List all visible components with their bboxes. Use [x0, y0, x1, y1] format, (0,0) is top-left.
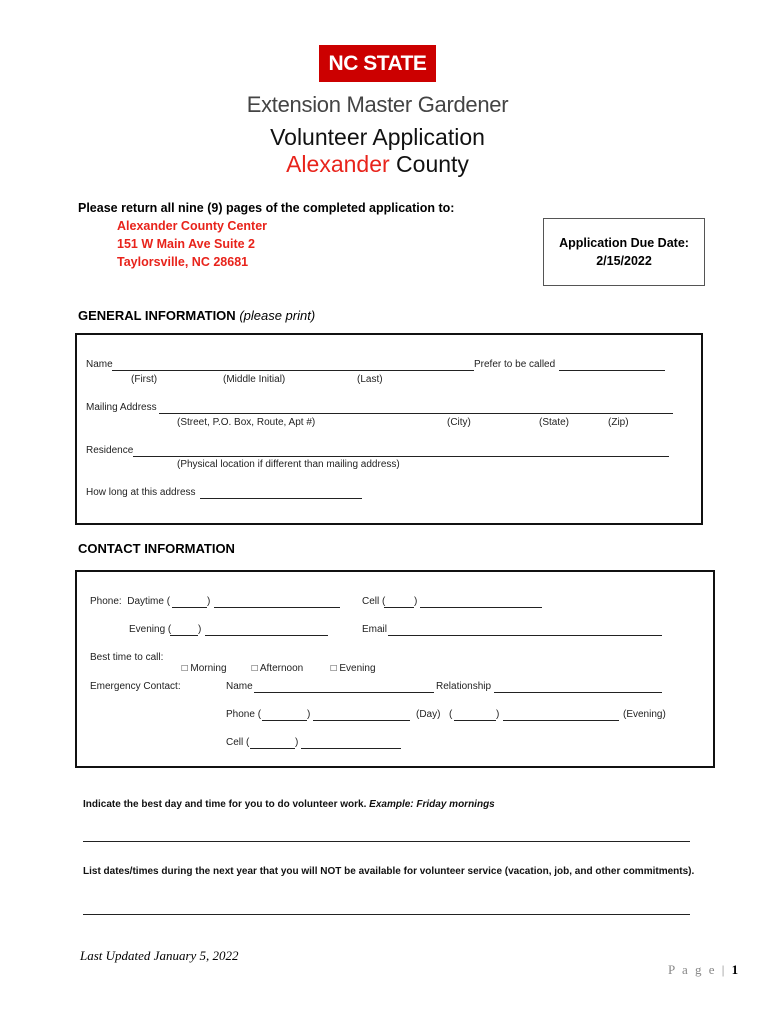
nc-state-logo: NC STATE [319, 45, 436, 82]
name-sub-last: (Last) [357, 374, 383, 385]
page-number: 1 [731, 962, 739, 977]
name-input-line[interactable] [112, 370, 474, 371]
name-sub-first: (First) [131, 374, 158, 385]
address-line-2: 151 W Main Ave Suite 2 [117, 237, 256, 251]
question-best-time-example: Example: Friday mornings [369, 799, 495, 810]
mailing-sub-street: (Street, P.O. Box, Route, Apt #) [177, 417, 316, 428]
general-heading-text: GENERAL INFORMATION [78, 308, 236, 323]
ec-phone-close-paren: ) [307, 709, 311, 720]
question-best-time [83, 799, 495, 810]
prefer-label: Prefer to be called [474, 359, 556, 370]
mailing-sub-state: (State) [539, 417, 570, 428]
cell-close-paren: ) [414, 596, 418, 607]
daytime-area-line[interactable] [172, 607, 207, 608]
cell-label: Cell ( [362, 596, 386, 607]
address-line-3: Taylorsville, NC 28681 [117, 255, 249, 269]
phone-daytime-label: Phone: Daytime ( [90, 596, 171, 607]
residence-input-line[interactable] [133, 456, 669, 457]
evening-area-line[interactable] [170, 635, 198, 636]
ec-evening-close-paren: ) [496, 709, 500, 720]
return-instruction: Please return all nine (9) pages of the completed application to: [78, 201, 455, 215]
county-suffix: County [389, 151, 469, 177]
evening-label: Evening ( [129, 624, 172, 635]
ec-cell-area-line[interactable] [250, 748, 295, 749]
how-long-input-line[interactable] [200, 498, 362, 499]
how-long-label: How long at this address [86, 487, 196, 498]
question-unavailable: List dates/times during the next year that you will NOT be available for volunteer service (vacation, job, and other commitments). [83, 866, 695, 877]
mailing-sub-city: (City) [447, 417, 471, 428]
ec-phone-label: Phone ( [226, 709, 262, 720]
checkbox-icon[interactable]: □ [330, 663, 337, 674]
prefer-input-line[interactable] [559, 370, 665, 371]
document-title: Volunteer Application [270, 124, 485, 150]
county-name: Alexander [286, 151, 390, 177]
due-date-label: Application Due Date: [559, 236, 689, 250]
ec-evening-open-paren: ( [449, 709, 453, 720]
ec-cell-number-line[interactable] [301, 748, 401, 749]
option-evening[interactable] [325, 652, 376, 674]
email-label: Email [362, 624, 388, 635]
option-evening-label: Evening [339, 663, 376, 674]
ec-relationship-line[interactable] [494, 692, 662, 693]
ec-phone-area-line[interactable] [262, 720, 307, 721]
ec-cell-label: Cell ( [226, 737, 250, 748]
cell-number-line[interactable] [420, 607, 542, 608]
daytime-close-paren: ) [207, 596, 211, 607]
county-title [0, 151, 755, 178]
page-label: P a g e | [668, 962, 732, 977]
answer-best-time-line[interactable] [83, 841, 690, 842]
name-sub-middle: (Middle Initial) [223, 374, 286, 385]
evening-close-paren: ) [198, 624, 202, 635]
due-date-value: 2/15/2022 [596, 254, 652, 268]
evening-number-line[interactable] [205, 635, 328, 636]
checkbox-icon[interactable]: □ [181, 663, 188, 674]
due-date-box [543, 218, 705, 286]
emergency-label: Emergency Contact: [90, 681, 181, 692]
best-time-label: Best time to call: [90, 652, 164, 663]
option-morning-label: Morning [190, 663, 227, 674]
residence-label: Residence [86, 445, 134, 456]
option-afternoon-label: Afternoon [259, 663, 304, 674]
answer-unavailable-line[interactable] [83, 914, 690, 915]
checkbox-icon[interactable]: □ [251, 663, 258, 674]
ec-name-line[interactable] [254, 692, 434, 693]
general-heading-note: (please print) [239, 308, 316, 323]
ec-relationship-label: Relationship [436, 681, 492, 692]
last-updated: Last Updated January 5, 2022 [80, 948, 239, 963]
contact-info-heading: CONTACT INFORMATION [78, 541, 235, 556]
ec-day-label: (Day) [416, 709, 441, 720]
ec-phone-number-line[interactable] [313, 720, 410, 721]
page-indicator [668, 962, 738, 978]
email-input-line[interactable] [388, 635, 662, 636]
ec-evening-area-line[interactable] [454, 720, 496, 721]
address-line-1: Alexander County Center [117, 219, 268, 233]
daytime-number-line[interactable] [214, 607, 340, 608]
residence-sub: (Physical location if different than mailing address) [177, 459, 400, 470]
ec-evening-label: (Evening) [623, 709, 666, 720]
ec-name-label: Name [226, 681, 253, 692]
option-morning[interactable] [176, 652, 227, 674]
mailing-sub-zip: (Zip) [608, 417, 629, 428]
name-label: Name [86, 359, 113, 370]
question-best-time-text: Indicate the best day and time for you to do volunteer work. [83, 799, 370, 810]
mailing-input-line[interactable] [159, 413, 673, 414]
general-info-heading [78, 308, 315, 323]
contact-info-box [75, 570, 715, 768]
ec-cell-close-paren: ) [295, 737, 299, 748]
option-afternoon[interactable] [246, 652, 303, 674]
mailing-label: Mailing Address [86, 402, 157, 413]
program-subtitle: Extension Master Gardener [246, 92, 509, 117]
cell-area-line[interactable] [384, 607, 414, 608]
ec-evening-number-line[interactable] [503, 720, 619, 721]
